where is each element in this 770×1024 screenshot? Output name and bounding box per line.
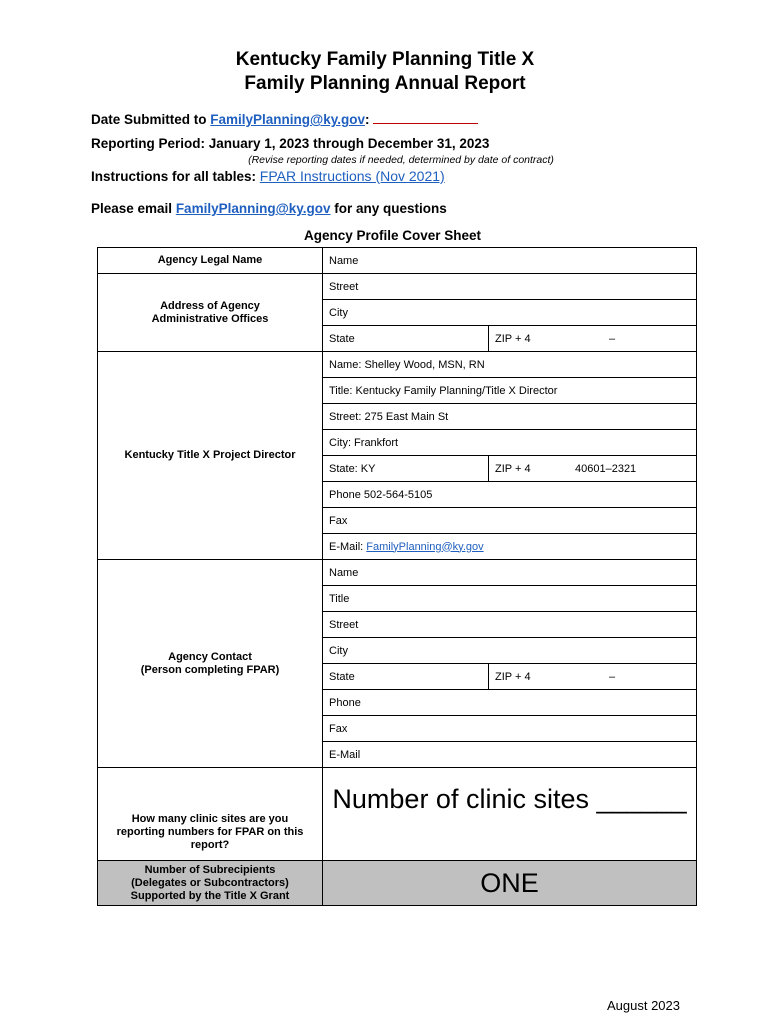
footer-date: August 2023 <box>606 998 680 1013</box>
date-submitted-line <box>91 111 478 127</box>
director-city-field[interactable]: City: Frankfort <box>323 430 697 456</box>
clinic-sites-field[interactable]: Number of clinic sites ______ <box>323 768 697 861</box>
director-zip-field[interactable] <box>489 456 697 482</box>
clinic-sites-label-line1: How many clinic sites are you <box>131 813 289 825</box>
sheet-title: Agency Profile Cover Sheet <box>303 228 482 243</box>
subrecipients-label-line2: (Delegates or Subcontractors) <box>131 876 289 889</box>
director-phone-field[interactable]: Phone 502-564-5105 <box>323 482 697 508</box>
questions-line <box>91 201 447 216</box>
clinic-sites-label <box>98 768 323 861</box>
address-label <box>98 274 323 352</box>
table-row <box>98 274 697 300</box>
contact-state-field[interactable]: State <box>323 664 489 690</box>
instructions-link[interactable]: FPAR Instructions (Nov 2021) <box>259 168 445 184</box>
subrecipients-label <box>98 861 323 906</box>
table-row <box>98 248 697 274</box>
address-zip-field[interactable] <box>489 326 697 352</box>
contact-street-field[interactable]: Street <box>323 612 697 638</box>
address-city-field[interactable]: City <box>323 300 697 326</box>
director-zip-value: 40601–2321 <box>575 462 637 475</box>
contact-label <box>98 560 323 768</box>
address-label-line2: Administrative Offices <box>151 312 269 325</box>
contact-zip-label: ZIP + 4 <box>495 670 531 683</box>
address-zip-value: – <box>609 332 616 345</box>
contact-city-field[interactable]: City <box>323 638 697 664</box>
instructions-line <box>91 168 445 184</box>
director-name-field[interactable]: Name: Shelley Wood, MSN, RN <box>323 352 697 378</box>
address-state-field[interactable]: State <box>323 326 489 352</box>
director-email-link[interactable]: FamilyPlanning@ky.gov <box>366 540 484 553</box>
date-submitted-colon: : <box>364 112 370 127</box>
date-submitted-label: Date Submitted to <box>91 112 211 127</box>
director-email-label: E-Mail: <box>329 540 367 553</box>
table-row <box>98 352 697 378</box>
report-title-line2: Family Planning Annual Report <box>244 73 526 94</box>
contact-label-line2: (Person completing FPAR) <box>140 663 280 676</box>
table-row <box>98 560 697 586</box>
contact-label-line1: Agency Contact <box>168 650 252 663</box>
address-label-line1: Address of Agency <box>160 299 260 312</box>
director-title-field[interactable]: Title: Kentucky Family Planning/Title X Director <box>323 378 697 404</box>
contact-email-field[interactable]: E-Mail <box>323 742 697 768</box>
instructions-label: Instructions for all tables: <box>91 169 260 184</box>
address-zip-label: ZIP + 4 <box>495 332 531 345</box>
subrecipients-field[interactable]: ONE <box>323 861 697 906</box>
clinic-sites-label-line3: report? <box>190 839 230 851</box>
contact-phone-field[interactable]: Phone <box>323 690 697 716</box>
address-street-field[interactable]: Street <box>323 274 697 300</box>
contact-fax-field[interactable]: Fax <box>323 716 697 742</box>
director-street-field[interactable]: Street: 275 East Main St <box>323 404 697 430</box>
date-submitted-blank[interactable] <box>373 111 478 124</box>
reporting-period: Reporting Period: January 1, 2023 through December 31, 2023 <box>91 136 490 151</box>
subrecipients-label-line1: Number of Subrecipients <box>144 863 276 876</box>
agency-profile-table <box>97 247 697 906</box>
questions-prefix: Please email <box>91 201 176 216</box>
subrecipients-label-line3: Supported by the Title X Grant <box>130 889 290 902</box>
table-row <box>98 861 697 906</box>
table-row <box>98 768 697 861</box>
questions-suffix: for any questions <box>330 201 447 216</box>
contact-zip-field[interactable] <box>489 664 697 690</box>
agency-legal-name-label: Agency Legal Name <box>98 248 323 274</box>
contact-name-field[interactable]: Name <box>323 560 697 586</box>
questions-email-link[interactable]: FamilyPlanning@ky.gov <box>175 201 331 216</box>
report-title-line1: Kentucky Family Planning Title X <box>235 49 535 70</box>
director-label: Kentucky Title X Project Director <box>98 352 323 560</box>
contact-zip-value: – <box>609 670 616 683</box>
agency-legal-name-field[interactable]: Name <box>323 248 697 274</box>
contact-title-field[interactable]: Title <box>323 586 697 612</box>
clinic-sites-label-line2: reporting numbers for FPAR on this <box>116 826 304 838</box>
date-submitted-email-link[interactable]: FamilyPlanning@ky.gov <box>210 112 365 127</box>
director-state-field[interactable]: State: KY <box>323 456 489 482</box>
director-zip-label: ZIP + 4 <box>495 462 531 475</box>
director-email-field[interactable] <box>323 534 697 560</box>
director-fax-field[interactable]: Fax <box>323 508 697 534</box>
reporting-period-note: (Revise reporting dates if needed, determined by date of contract) <box>248 154 554 166</box>
